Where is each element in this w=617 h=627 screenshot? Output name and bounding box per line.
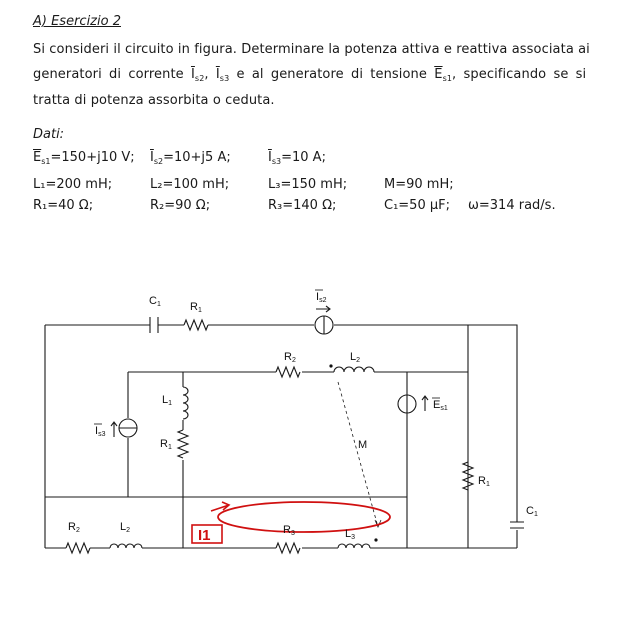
resistor-r1-left bbox=[178, 430, 188, 458]
dati-R3: R₃=140 Ω; bbox=[268, 198, 337, 213]
text-line-2-c: , specificando se si bbox=[452, 67, 587, 82]
label-r2-bot bbox=[68, 521, 80, 534]
label-l1 bbox=[162, 394, 172, 407]
label-r3-bot-main: R bbox=[283, 524, 291, 536]
is2-symbol: $\overline{I}$ bbox=[190, 67, 195, 82]
label-r2-mid-sub: 2 bbox=[291, 357, 296, 364]
label-r2-bot-main: R bbox=[68, 521, 76, 533]
is2-sub: s2 bbox=[194, 74, 205, 83]
resistor-r2-bot bbox=[66, 543, 90, 553]
es1-sub: s1 bbox=[442, 74, 453, 83]
dati-is3-sym: $\overline{I}$ bbox=[268, 150, 272, 165]
right-outer-wire bbox=[468, 325, 517, 548]
text-line-2-a: generatori di corrente bbox=[33, 67, 184, 82]
label-is3 bbox=[95, 425, 106, 438]
label-l1-main: L bbox=[162, 394, 169, 406]
label-is2 bbox=[316, 291, 327, 304]
label-c1-top bbox=[149, 295, 161, 308]
dati-es1-sub: s1 bbox=[41, 157, 51, 166]
label-is2-main: I bbox=[316, 291, 320, 303]
label-is3-main: I bbox=[95, 425, 99, 437]
label-is3-sub: s3 bbox=[98, 431, 106, 438]
circuit-wires bbox=[45, 306, 524, 553]
text-line-2-b: e al generatore di tensione bbox=[236, 67, 427, 82]
inductor-l2-bot bbox=[110, 544, 142, 548]
dati-is3-val: =10 A; bbox=[281, 150, 326, 165]
dati-L3: L₃=150 mH; bbox=[268, 177, 348, 192]
label-es1-main: E bbox=[433, 399, 441, 411]
label-r1-right-main: R bbox=[478, 475, 486, 487]
dati-omega: ω=314 rad/s. bbox=[468, 198, 556, 213]
dati-heading: Dati: bbox=[33, 127, 65, 142]
label-r1-left-sub: 1 bbox=[167, 444, 172, 451]
label-r2-bot-sub: 2 bbox=[75, 527, 80, 534]
label-r1-top-sub: 1 bbox=[197, 307, 202, 314]
dati-L1: L₁=200 mH; bbox=[33, 177, 113, 192]
is3-symbol: $\overline{I}$ bbox=[215, 67, 220, 82]
label-r1-right bbox=[478, 475, 490, 488]
dati-es1-sym: $\overline{E}$ bbox=[33, 150, 42, 165]
es1-symbol: $\overline{E}$ bbox=[434, 67, 443, 82]
label-is2-sub: s2 bbox=[319, 297, 327, 304]
label-l3-bot-main: L bbox=[345, 528, 352, 540]
label-c1-right-main: C bbox=[526, 505, 534, 517]
dati-is2-val: =10+j5 A; bbox=[163, 150, 231, 165]
l2-dot bbox=[329, 364, 332, 367]
label-es1 bbox=[433, 399, 448, 412]
text-line-3: tratta di potenza assorbita o ceduta. bbox=[33, 93, 275, 108]
label-r1-left bbox=[160, 438, 172, 451]
label-l1-sub: 1 bbox=[168, 400, 173, 407]
label-r2-mid-main: R bbox=[284, 351, 292, 363]
capacitor-c1-top bbox=[150, 317, 158, 333]
label-r1-right-sub: 1 bbox=[485, 481, 490, 488]
dati-C1: C₁=50 μF; bbox=[384, 198, 450, 213]
label-l3-bot-sub: 3 bbox=[351, 534, 356, 541]
es1-arrow bbox=[422, 396, 428, 411]
label-r1-top-main: R bbox=[190, 301, 198, 313]
resistor-r3-bot bbox=[276, 543, 300, 553]
label-l2-bot bbox=[120, 521, 130, 534]
text-line-2: generatori di corrente $\overline{I}_{s2}$, $\overline{I}_{s3}$ e al generatore di tensione $\overline{E}_{s1}$, specificando se si bbox=[33, 67, 587, 83]
label-l2-bot-sub: 2 bbox=[126, 527, 131, 534]
dati-R2: R₂=90 Ω; bbox=[150, 198, 211, 213]
label-c1-right bbox=[526, 505, 538, 518]
label-l2-mid-main: L bbox=[350, 351, 357, 363]
dati-is2-sub: s2 bbox=[153, 157, 164, 166]
dati-M: M=90 mH; bbox=[384, 177, 454, 192]
dati-R1: R₁=40 Ω; bbox=[33, 198, 94, 213]
text-line-1: Si consideri il circuito in figura. Determinare la potenza attiva e reattiva associata ai bbox=[33, 42, 590, 57]
exercise-title: A) Esercizio 2 bbox=[33, 14, 121, 29]
label-c1-top-sub: 1 bbox=[156, 301, 161, 308]
label-l2-mid bbox=[350, 351, 360, 364]
capacitor-c1-right bbox=[510, 522, 524, 528]
resistor-r2-mid bbox=[276, 367, 300, 377]
label-m: M bbox=[358, 439, 368, 451]
inductor-l2-mid bbox=[334, 367, 374, 372]
label-c1-top-main: C bbox=[149, 295, 157, 307]
label-r1-left-main: R bbox=[160, 438, 168, 450]
is3-sub: s3 bbox=[219, 74, 230, 83]
inductor-l3-bot bbox=[338, 544, 370, 548]
dati-is2-sym: $\overline{I}$ bbox=[150, 150, 154, 165]
label-c1-right-sub: 1 bbox=[533, 511, 538, 518]
dati-is3-sub: s3 bbox=[271, 157, 282, 166]
is3-arrow bbox=[111, 422, 117, 437]
is2-arrow bbox=[316, 306, 330, 312]
label-r1-top bbox=[190, 301, 202, 314]
loop-i1-label: I1 bbox=[198, 527, 211, 544]
inductor-l1 bbox=[183, 387, 188, 419]
label-es1-sub: s1 bbox=[440, 405, 448, 412]
resistor-r1-top bbox=[184, 320, 208, 330]
label-l2-bot-main: L bbox=[120, 521, 127, 533]
label-l2-mid-sub: 2 bbox=[356, 357, 361, 364]
label-r2-mid bbox=[284, 351, 296, 364]
loop-i1-ellipse bbox=[218, 502, 390, 532]
dati-es1-val: =150+j10 V; bbox=[50, 150, 135, 165]
label-r3-bot bbox=[283, 524, 295, 537]
label-r3-bot-sub: 3 bbox=[290, 530, 295, 537]
l3-dot bbox=[374, 538, 377, 541]
dati-L2: L₂=100 mH; bbox=[150, 177, 230, 192]
